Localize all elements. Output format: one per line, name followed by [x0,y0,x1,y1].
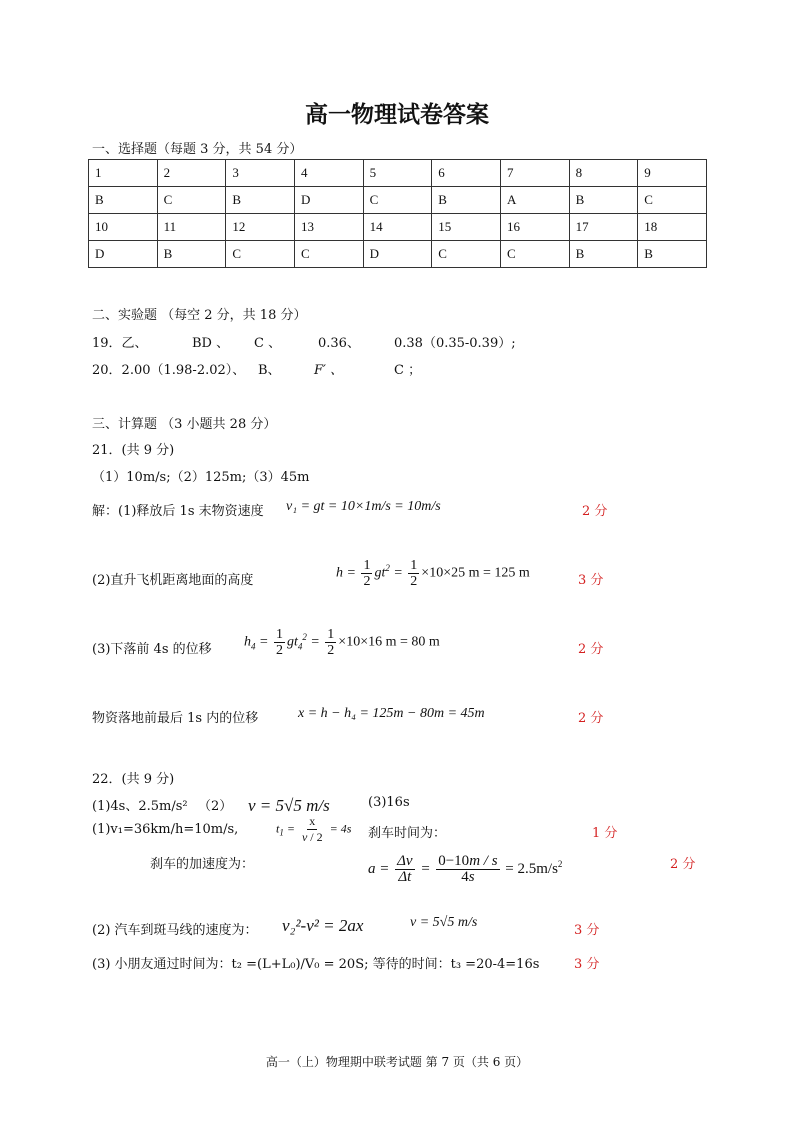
table-cell: C [638,187,707,214]
table-cell: 14 [363,214,432,241]
q22-line1-formula: v = 5√5 m/s [248,796,330,815]
q22-line3-score: 2 分 [670,857,696,872]
table-cell: 5 [363,160,432,187]
table-cell: 6 [432,160,501,187]
table-cell: B [226,187,295,214]
table-cell: 9 [638,160,707,187]
q21-step2-score: 3 分 [578,573,604,588]
table-cell: B [638,241,707,268]
q22-line2-b: 刹车时间为： [368,826,447,841]
table-cell: 15 [432,214,501,241]
table-cell: 1 [89,160,158,187]
q21-step3-formula: $h_4$ = $\frac{1}{2}$ $gt_4^2$ = $\frac{1}{2}$ ×10×16 m = 80 m [244,627,440,658]
q22-line2-formula: $t_1$ = $\frac{x}{v / 2}$ = 4s [276,814,352,844]
table-cell: 16 [500,214,569,241]
table-cell: 13 [294,214,363,241]
table-cell: D [89,241,158,268]
q20-answer-b: F′ 、 [314,363,344,378]
table-cell: C [363,187,432,214]
q22-line1-d: (3)16s [368,795,410,810]
table-row [89,160,707,187]
table-cell: B [432,187,501,214]
table-cell: B [89,187,158,214]
q22-line4-formula2: v = 5√5 m/s [410,915,478,930]
q22-line3-formula: a = $\frac{\Delta v}{\Delta t}$ = $\frac{0-10m / s}{4s}$ = $2.5m/s^2$ [368,853,563,885]
table-cell: C [226,241,295,268]
table-cell: 4 [294,160,363,187]
table-row [89,241,707,268]
q22-line4-label: (2) 汽车到斑马线的速度为： [92,923,258,938]
table-cell: C [432,241,501,268]
table-cell: D [294,187,363,214]
section2-heading: 二、实验题 （每空 2 分，共 18 分） [92,308,307,323]
table-row [89,214,707,241]
q20-answer-a: B、 [258,363,281,378]
q22-line4-score: 3 分 [574,923,600,938]
q21-step3-label: (3)下落前 4s 的位移 [92,642,212,657]
page-footer: 高一（上）物理期中联考试题 第 7 页（共 6 页） [265,1055,529,1069]
q21-header: 21．(共 9 分) [92,443,175,458]
q22-line2-score: 1 分 [592,826,618,841]
section1-heading: 一、选择题（每题 3 分，共 54 分） [92,142,303,157]
table-cell: 12 [226,214,295,241]
table-cell: 8 [569,160,638,187]
q22-line5-score: 3 分 [574,957,600,972]
q19-answer-c: 0.36、 [318,336,360,351]
table-cell: C [500,241,569,268]
q19-num: 19．乙、 [92,336,148,351]
table-cell: B [569,187,638,214]
answer-table [88,159,707,268]
table-cell: 7 [500,160,569,187]
table-cell: 18 [638,214,707,241]
table-cell: 10 [89,214,158,241]
table-cell: C [294,241,363,268]
section3-heading: 三、计算题 （3 小题共 28 分） [92,417,277,432]
table-cell: D [363,241,432,268]
q21-step2-label: (2)直升飞机距离地面的高度 [92,573,254,588]
q21-step1-label: 解：(1)释放后 1s 末物资速度 [92,504,264,519]
q22-line1-b: （2） [198,799,233,814]
q19-answer-a: BD 、 [192,336,230,351]
table-cell: 17 [569,214,638,241]
q21-step4-label: 物资落地前最后 1s 内的位移 [92,711,259,726]
q21-step4-formula: x = h − h₄ = 125m − 80m = 45m [298,706,485,721]
q21-step1-score: 2 分 [582,504,608,519]
table-cell: 3 [226,160,295,187]
q22-line4-formula1: v₂²-v² = 2ax [282,916,364,935]
q21-answers: （1）10m/s;（2）125m;（3）45m [92,470,310,485]
q21-step4-score: 2 分 [578,711,604,726]
table-cell: B [569,241,638,268]
table-cell: C [157,187,226,214]
q19-answer-d: 0.38（0.35-0.39）; [394,336,516,351]
q21-step1-formula: v₁ = gt = 10×1m/s = 10m/s [286,499,441,514]
q22-line2-a: (1)v₁=36km/h=10m/s, [92,822,239,837]
q22-header: 22．(共 9 分) [92,772,175,787]
table-cell: 11 [157,214,226,241]
q21-step2-formula: h = $\frac{1}{2}$ $gt^2$ = $\frac{1}{2}$ ×10×25 m = 125 m [336,558,530,589]
q21-step3-score: 2 分 [578,642,604,657]
page-title: 高一物理试卷答案 [305,101,489,128]
q22-line5-label: (3) 小朋友通过时间为：t₂ =(L+L₀)/V₀ = 20S; 等待的时间：t₃ =20-4=16s [92,957,540,972]
table-cell: B [157,241,226,268]
table-cell: 2 [157,160,226,187]
q19-answer-b: C 、 [254,336,282,351]
table-cell: A [500,187,569,214]
q22-line1-a: (1)4s、2.5m/s² [92,799,188,814]
q22-line3-label: 刹车的加速度为： [150,857,255,872]
table-row [89,187,707,214]
q20-answer-c: C ； [394,363,422,378]
q20-num: 20．2.00（1.98-2.02）、 [92,363,246,378]
